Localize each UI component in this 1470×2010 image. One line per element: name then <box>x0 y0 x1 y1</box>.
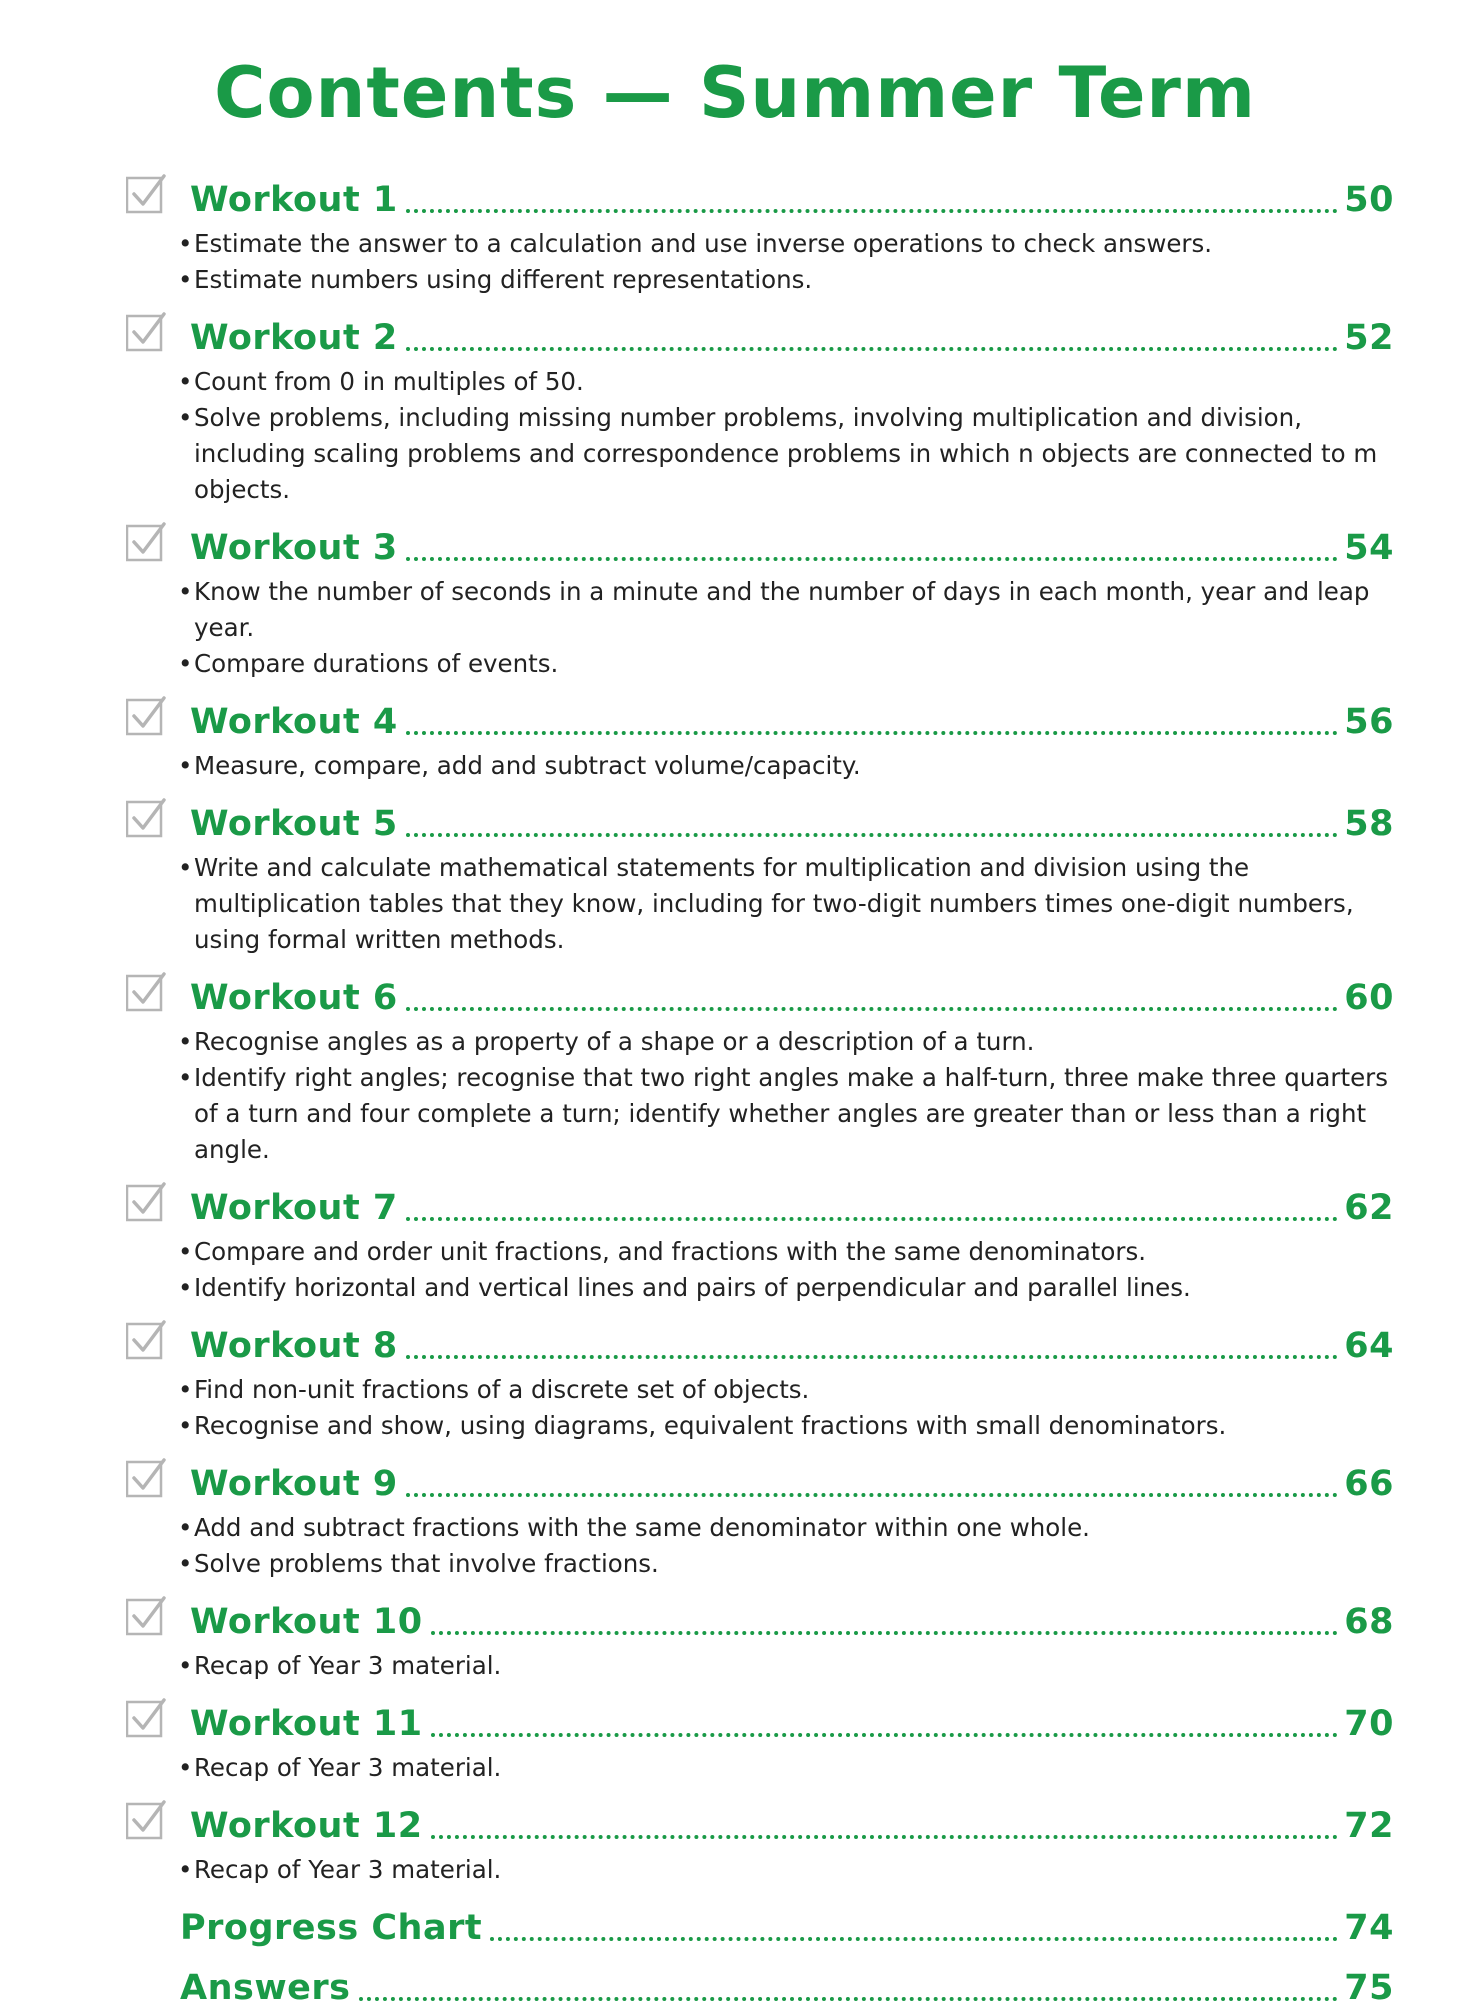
page-number: 52 <box>1344 318 1394 358</box>
dot-leader <box>490 1937 1338 1941</box>
objective-item: • Estimate the answer to a calculation and use inverse operations to check answers. <box>178 229 1213 258</box>
page-number: 50 <box>1344 180 1394 220</box>
workout-title: Workout 7 <box>190 1188 398 1228</box>
checkbox-icon[interactable] <box>126 522 166 562</box>
page-number: 60 <box>1344 978 1394 1018</box>
dot-leader <box>406 1493 1339 1497</box>
checkbox-icon[interactable] <box>126 174 166 214</box>
page-number: 68 <box>1344 1602 1394 1642</box>
toc-entry <box>0 172 1470 310</box>
dot-leader <box>406 833 1339 837</box>
toc-entry-answers <box>0 1960 1470 2010</box>
dot-leader <box>406 347 1339 351</box>
workout-title: Workout 6 <box>190 978 398 1018</box>
page-number: 66 <box>1344 1464 1394 1504</box>
objective-item: • Recap of Year 3 material. <box>178 1753 502 1782</box>
workout-title: Workout 8 <box>190 1326 398 1366</box>
dot-leader <box>406 1355 1339 1359</box>
toc-entry <box>0 1594 1470 1696</box>
contents-list <box>0 172 1470 2010</box>
checkbox-icon[interactable] <box>126 1458 166 1498</box>
dot-leader <box>406 1007 1339 1011</box>
objective-item: • Compare durations of events. <box>178 649 559 678</box>
dot-leader <box>359 1997 1339 2001</box>
page-number: 74 <box>1344 1908 1394 1948</box>
workout-title: Workout 2 <box>190 318 398 358</box>
page-number: 56 <box>1344 702 1394 742</box>
toc-entry <box>0 1318 1470 1456</box>
workout-title: Workout 1 <box>190 180 398 220</box>
objective-item: • Recognise and show, using diagrams, equivalent fractions with small denominators. <box>178 1411 1227 1440</box>
objective-item: • Find non-unit fractions of a discrete set of objects. <box>178 1375 810 1404</box>
page-number: 75 <box>1344 1968 1394 2008</box>
dot-leader <box>406 731 1339 735</box>
workout-title: Workout 4 <box>190 702 398 742</box>
page-number: 64 <box>1344 1326 1394 1366</box>
toc-entry <box>0 694 1470 796</box>
checkbox-icon[interactable] <box>126 972 166 1012</box>
objective-item: • Identify right angles; recognise that two right angles make a half-turn, three make three quarters of a turn and four complete a turn; identify whether angles are greater than or less than a right angle. <box>178 1063 1388 1164</box>
toc-entry <box>0 1180 1470 1318</box>
toc-entry <box>0 520 1470 694</box>
checkbox-icon[interactable] <box>126 1596 166 1636</box>
toc-entry <box>0 970 1470 1180</box>
toc-entry-progress-chart <box>0 1900 1470 1960</box>
toc-entry <box>0 1456 1470 1594</box>
page-number: 62 <box>1344 1188 1394 1228</box>
page-number: 54 <box>1344 528 1394 568</box>
objective-item: • Count from 0 in multiples of 50. <box>178 367 584 396</box>
toc-entry <box>0 1798 1470 1900</box>
objective-item: • Identify horizontal and vertical lines and pairs of perpendicular and parallel lines. <box>178 1273 1191 1302</box>
workout-title: Workout 10 <box>190 1602 423 1642</box>
toc-entry <box>0 1696 1470 1798</box>
objective-item: • Recap of Year 3 material. <box>178 1651 502 1680</box>
objective-item: • Recap of Year 3 material. <box>178 1855 502 1884</box>
objective-item: • Compare and order unit fractions, and fractions with the same denominators. <box>178 1237 1147 1266</box>
objective-item: • Solve problems that involve fractions. <box>178 1549 659 1578</box>
objective-item: • Write and calculate mathematical statements for multiplication and division using the multiplication tables that they know, including for two-digit numbers times one-digit numbers, using formal written methods. <box>178 853 1354 954</box>
workout-title: Workout 9 <box>190 1464 398 1504</box>
page-title: Contents — Summer Term <box>214 52 1256 134</box>
checkbox-icon[interactable] <box>126 1800 166 1840</box>
objective-item: • Estimate numbers using different representations. <box>178 265 813 294</box>
checkbox-icon[interactable] <box>126 1320 166 1360</box>
page-number: 58 <box>1344 804 1394 844</box>
objective-item: • Solve problems, including missing number problems, involving multiplication and division, including scaling problems and correspondence problems in which n objects are connected to m objects. <box>178 403 1378 504</box>
dot-leader <box>431 1835 1339 1839</box>
workout-title: Workout 3 <box>190 528 398 568</box>
checkbox-icon[interactable] <box>126 1182 166 1222</box>
objective-item: • Recognise angles as a property of a shape or a description of a turn. <box>178 1027 1035 1056</box>
toc-entry <box>0 310 1470 520</box>
dot-leader <box>431 1631 1339 1635</box>
progress-chart-title: Progress Chart <box>180 1908 483 1948</box>
objective-item: • Know the number of seconds in a minute and the number of days in each month, year and leap year. <box>178 577 1370 642</box>
objective-item: • Add and subtract fractions with the same denominator within one whole. <box>178 1513 1090 1542</box>
dot-leader <box>431 1733 1339 1737</box>
toc-entry <box>0 796 1470 970</box>
answers-title: Answers <box>180 1968 351 2008</box>
checkbox-icon[interactable] <box>126 312 166 352</box>
dot-leader <box>406 1217 1339 1221</box>
workout-title: Workout 12 <box>190 1806 423 1846</box>
workout-title: Workout 5 <box>190 804 398 844</box>
dot-leader <box>406 209 1339 213</box>
dot-leader <box>406 557 1339 561</box>
objective-item: • Measure, compare, add and subtract volume/capacity. <box>178 751 861 780</box>
checkbox-icon[interactable] <box>126 798 166 838</box>
workout-title: Workout 11 <box>190 1704 423 1744</box>
page-number: 72 <box>1344 1806 1394 1846</box>
page-number: 70 <box>1344 1704 1394 1744</box>
checkbox-icon[interactable] <box>126 1698 166 1738</box>
checkbox-icon[interactable] <box>126 696 166 736</box>
